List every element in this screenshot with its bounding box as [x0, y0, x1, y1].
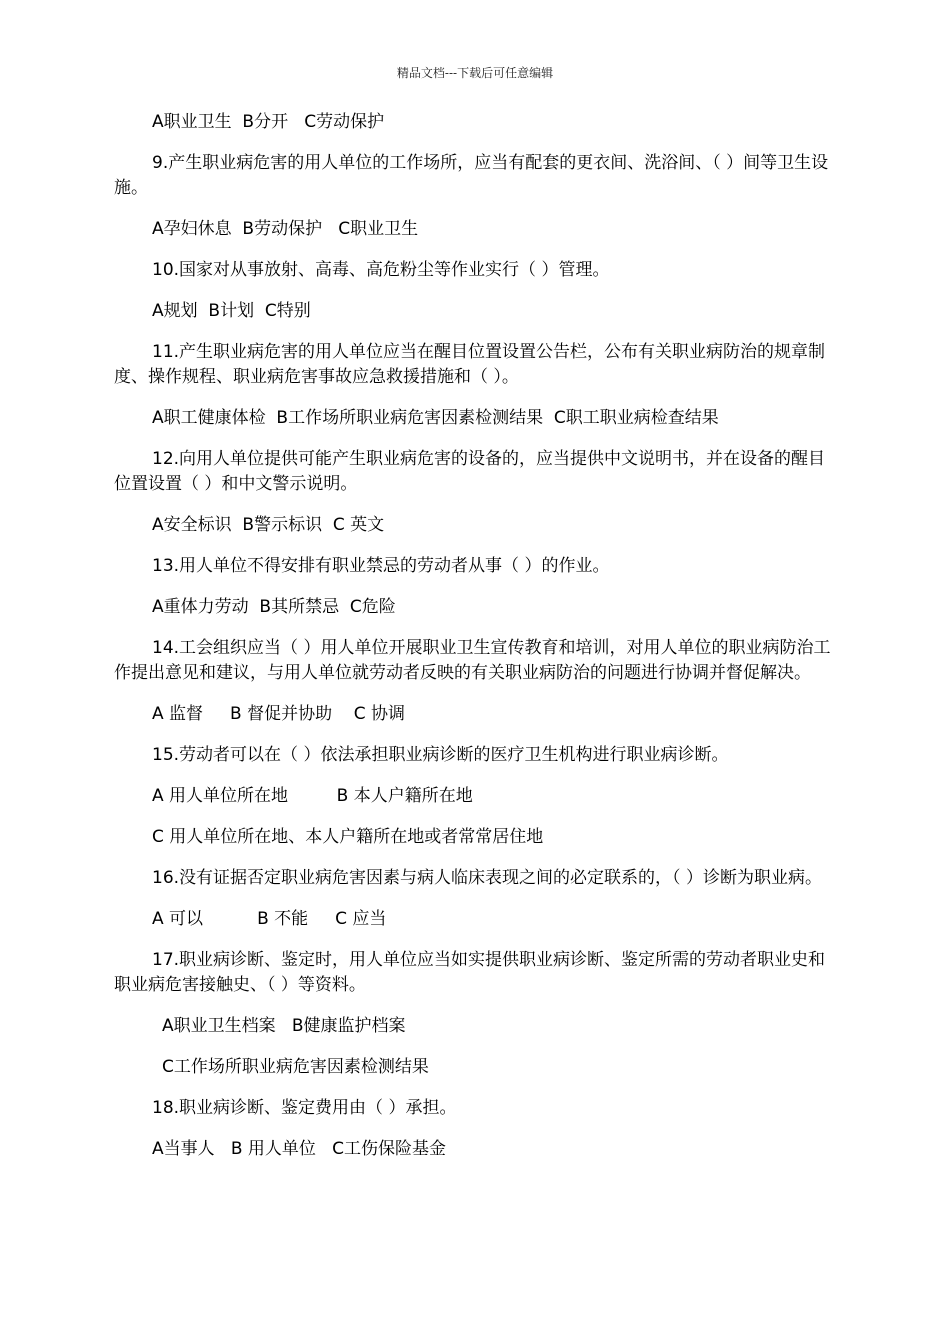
options-q9: A孕妇休息 B劳动保护 C职业卫生	[152, 219, 419, 239]
document-body	[114, 110, 840, 1162]
options-q15-line1: A 用人单位所在地 B 本人户籍所在地	[152, 786, 473, 806]
question-14: 14.工会组织应当（ ）用人单位开展职业卫生宣传教育和培训，对用人单位的职业病防治工作提出意见和建议，与用人单位就劳动者反映的有关职业病防治的问题进行协调并督促解决。	[114, 638, 831, 683]
question-9: 9.产生职业病危害的用人单位的工作场所，应当有配套的更衣间、洗浴间、（ ）间等卫生设施。	[114, 153, 829, 198]
options-q10: A规划 B计划 C特别	[152, 301, 311, 321]
question-10: 10.国家对从事放射、高毒、高危粉尘等作业实行（ ）管理。	[152, 260, 610, 280]
options-q8: A职业卫生 B分开 C劳动保护	[152, 112, 385, 132]
options-q11: A职工健康体检 B工作场所职业病危害因素检测结果 C职工职业病检查结果	[152, 408, 719, 428]
options-q16: A 可以 B 不能 C 应当	[152, 909, 387, 929]
options-q18: A当事人 B 用人单位 C工伤保险基金	[152, 1139, 446, 1159]
options-q13: A重体力劳动 B其所禁忌 C危险	[152, 597, 396, 617]
options-q12: A安全标识 B警示标识 C 英文	[152, 515, 385, 535]
options-q14: A 监督 B 督促并协助 C 协调	[152, 704, 406, 724]
options-q17-line2: C工作场所职业病危害因素检测结果	[162, 1057, 429, 1077]
question-11: 11.产生职业病危害的用人单位应当在醒目位置设置公告栏，公布有关职业病防治的规章制度、操作规程、职业病危害事故应急救援措施和（ ）。	[114, 342, 826, 387]
question-15: 15.劳动者可以在（ ）依法承担职业病诊断的医疗卫生机构进行职业病诊断。	[152, 745, 729, 765]
page-header: 精品文档---下载后可任意编辑	[396, 66, 554, 80]
options-q17-line1: A职业卫生档案 B健康监护档案	[162, 1016, 406, 1036]
question-13: 13.用人单位不得安排有职业禁忌的劳动者从事（ ）的作业。	[152, 556, 610, 576]
question-17: 17.职业病诊断、鉴定时，用人单位应当如实提供职业病诊断、鉴定所需的劳动者职业史和职业病危害接触史、（ ）等资料。	[114, 950, 826, 995]
question-18: 18.职业病诊断、鉴定费用由（ ）承担。	[152, 1098, 457, 1118]
question-16: 16.没有证据否定职业病危害因素与病人临床表现之间的必定联系的，（ ）诊断为职业病。	[152, 868, 822, 888]
question-12: 12.向用人单位提供可能产生职业病危害的设备的，应当提供中文说明书，并在设备的醒目位置设置（ ）和中文警示说明。	[114, 449, 826, 494]
options-q15-line2: C 用人单位所在地、本人户籍所在地或者常常居住地	[152, 827, 544, 847]
